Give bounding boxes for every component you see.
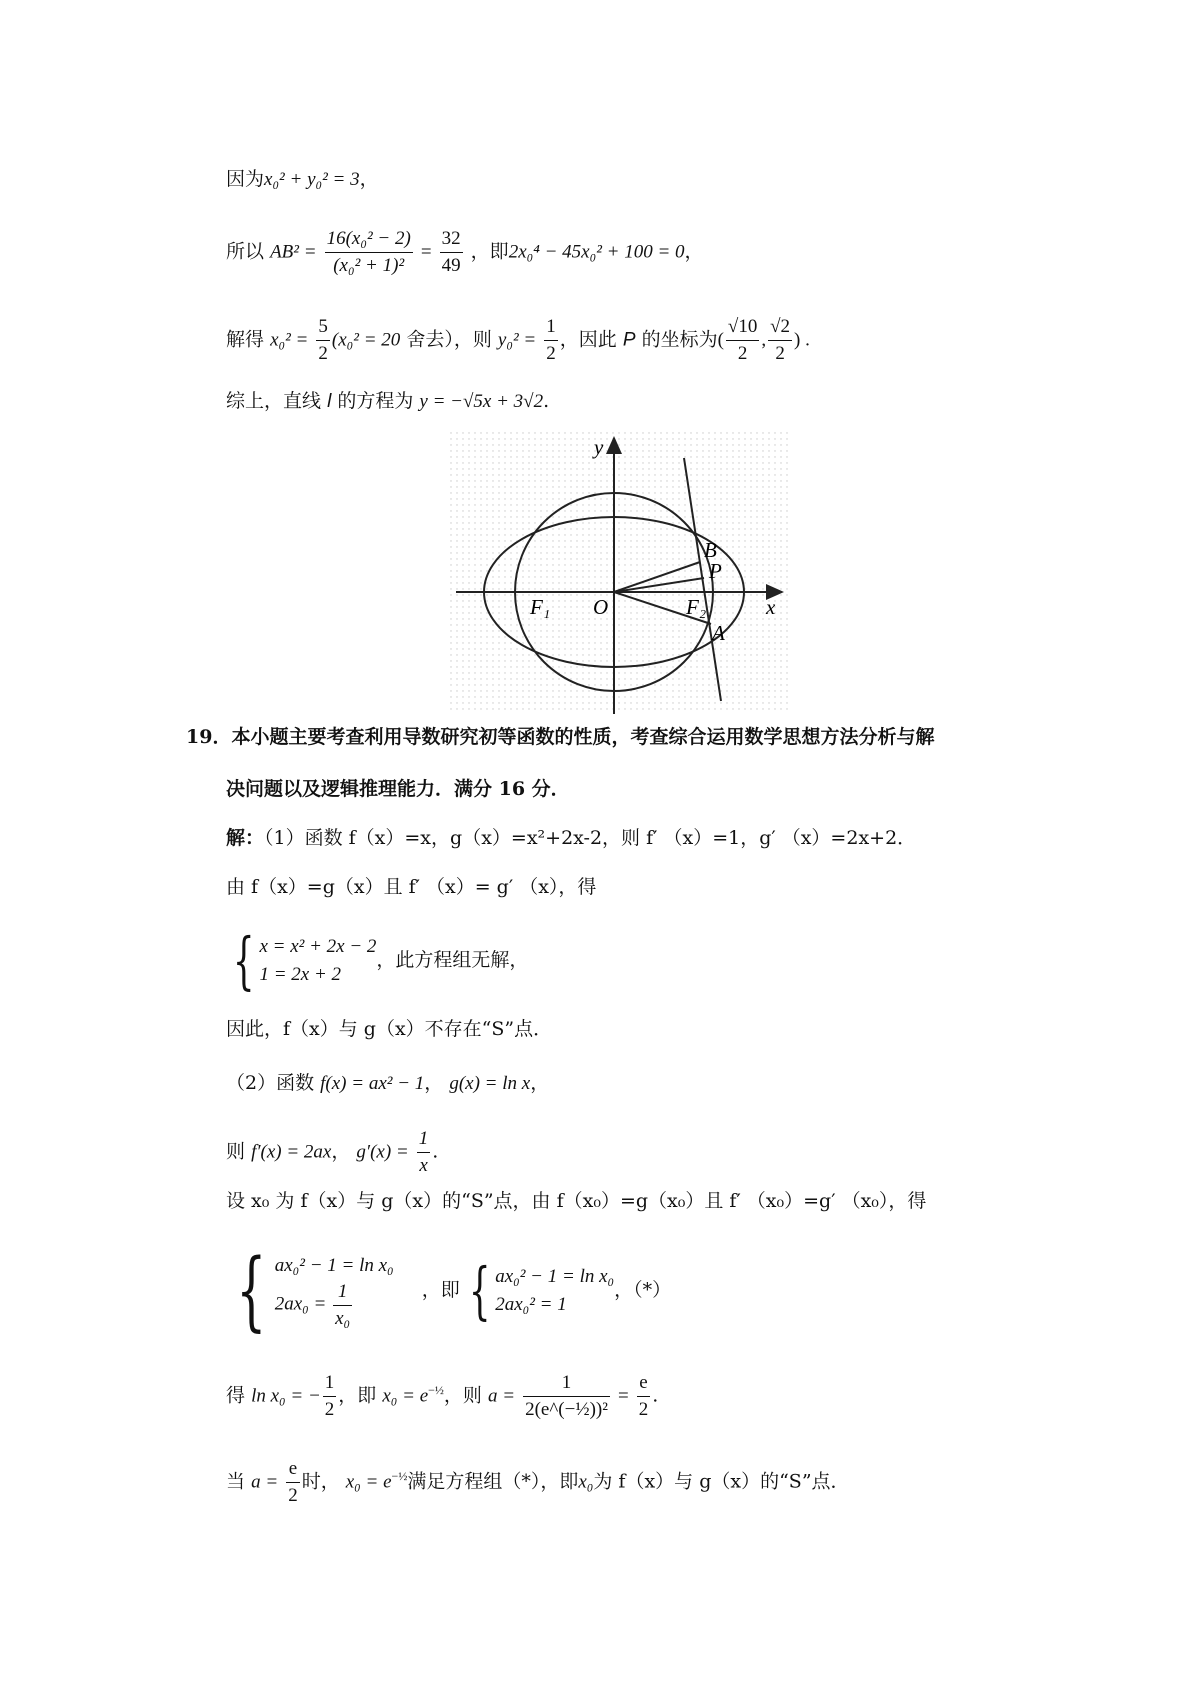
- q19-system-1: [224, 924, 529, 997]
- numerator: 1: [523, 1372, 610, 1397]
- system-row: ax₀² − 1 = ln x₀: [495, 1265, 615, 1287]
- text: 解得: [226, 328, 265, 351]
- text: （2）函数: [226, 1072, 315, 1094]
- heading-text: 本小题主要考查利用导数研究初等函数的性质，考查综合运用数学思想方法分析与解: [231, 726, 935, 748]
- origin-label: O: [593, 595, 609, 619]
- text: 当: [226, 1470, 246, 1493]
- solution-line-4: [226, 392, 549, 411]
- text: .: [543, 390, 550, 412]
- x-axis-label: x: [766, 595, 776, 619]
- denominator: 49: [441, 254, 461, 276]
- text: 为 f（x）与 g（x）的“S”点．: [593, 1470, 850, 1493]
- ellipse-circle-figure: [450, 432, 790, 714]
- system-row: ax₀² − 1 = ln x₀: [274, 1255, 394, 1277]
- fraction: [440, 228, 463, 277]
- system-row: [275, 1281, 394, 1330]
- equation-lhs: g′(x) =: [356, 1141, 409, 1163]
- exponent: −½: [391, 1469, 408, 1484]
- text: ，即: [338, 1384, 377, 1407]
- numerator: 1: [417, 1128, 431, 1153]
- numerator: 5: [316, 316, 330, 341]
- equation-lhs: 2ax₀ =: [274, 1293, 327, 1315]
- text: 所以: [226, 240, 265, 263]
- text: ，即: [421, 1279, 460, 1301]
- solution-line-3: 解得 x₀² = $\frac{5}{2}$ (x₀² = 20 舍去），则 y₀² = $\frac{1}{2}$ ，因此 P 的坐标为( $\frac{√10}{2}$ , $\frac{√2}{2}$ ) .: [226, 316, 810, 364]
- text: 则: [226, 1140, 246, 1163]
- numerator: 16(x₀² − 2): [325, 228, 413, 253]
- variable: x₀: [578, 1471, 594, 1493]
- solution-label: 解：: [226, 827, 265, 849]
- text: 时，: [301, 1470, 340, 1493]
- q19-step-8: [226, 1458, 850, 1507]
- text: 综上，直线: [226, 390, 322, 412]
- text: .: [652, 1384, 659, 1407]
- solution-line-2: [226, 228, 704, 277]
- equation-lhs: y₀² =: [497, 329, 537, 351]
- focus-F1-label: F₁: [530, 595, 551, 619]
- equation-lhs: ln x₀ = −: [251, 1385, 321, 1407]
- line-label: l: [327, 391, 332, 412]
- y-axis-label: y: [594, 435, 604, 459]
- q19-step-3: [226, 1020, 552, 1039]
- text: 得: [226, 1384, 246, 1407]
- text: ，: [424, 1072, 444, 1094]
- brace: {: [468, 1254, 491, 1327]
- text: 因为: [226, 168, 265, 190]
- fraction: [523, 1372, 610, 1421]
- equation-lhs: a =: [487, 1385, 516, 1407]
- text: ，: [684, 240, 704, 263]
- system-row: 2ax₀² = 1: [495, 1294, 567, 1315]
- denominator: 2: [288, 1484, 298, 1506]
- q19-step-1: [226, 829, 916, 848]
- point-A-label: A: [712, 621, 725, 645]
- equation-system: [259, 933, 376, 990]
- numerator: √10: [726, 316, 759, 341]
- text: ，: [331, 1140, 351, 1163]
- text: 满足方程组（*），即: [407, 1470, 579, 1493]
- text: ，: [359, 168, 379, 190]
- numerator: √2: [768, 316, 792, 341]
- point-label: P: [622, 329, 636, 351]
- denominator: (x₀² + 1)²: [333, 254, 405, 276]
- equation-lhs: x₀² =: [270, 329, 309, 351]
- denominator: x₀: [335, 1307, 351, 1329]
- focus-F2-label: F₂: [686, 595, 707, 619]
- q19-step-4: [226, 1074, 549, 1093]
- text: ，: [530, 1072, 550, 1094]
- text: ，此方程组无解，: [376, 949, 529, 971]
- denominator: 2: [775, 342, 785, 364]
- denominator: x: [419, 1154, 428, 1176]
- q19-step-5: [226, 1128, 438, 1177]
- text: ，即: [470, 240, 509, 263]
- question-number: 19．: [186, 726, 232, 748]
- fraction: [286, 1458, 300, 1507]
- numerator: 32: [440, 228, 463, 253]
- q19-step-2: [226, 878, 596, 897]
- fraction: [417, 1128, 431, 1177]
- numerator: e: [286, 1458, 300, 1483]
- equation-lhs: AB² =: [270, 241, 317, 263]
- fraction: [325, 228, 413, 277]
- q19-heading-line-1: [186, 728, 934, 747]
- equation: y = −√5x + 3√2: [419, 391, 544, 412]
- denominator: 2: [318, 342, 328, 364]
- q19-step-7: [226, 1372, 658, 1421]
- brace: {: [232, 924, 255, 997]
- text: 的方程为: [337, 390, 414, 412]
- heading-text: 决问题以及逻辑推理能力．满分 16 分．: [226, 778, 570, 800]
- text: （1）函数 f（x）=x，g（x）=x²+2x-2，则 f′ （x）=1，g′ （x）=2x+2．: [264, 827, 917, 849]
- fraction: [768, 316, 792, 365]
- fraction: [544, 316, 558, 365]
- equation: f(x) = ax² − 1: [320, 1073, 425, 1094]
- text: ，因此: [559, 328, 617, 351]
- fraction: [323, 1372, 337, 1421]
- numerator: 1: [544, 316, 558, 341]
- system-row: 1 = 2x + 2: [259, 964, 342, 985]
- text: ，则: [443, 1384, 482, 1407]
- q19-heading-line-2: [226, 780, 570, 799]
- text: 因此，f（x）与 g（x）不存在“S”点．: [226, 1018, 553, 1040]
- equation-system: [275, 1252, 394, 1329]
- denominator: 2: [638, 1398, 649, 1420]
- fraction: [637, 1372, 651, 1421]
- numerator: 1: [323, 1372, 337, 1397]
- fraction: [316, 316, 330, 365]
- equals: =: [420, 241, 432, 263]
- text: ，（*）: [614, 1279, 672, 1301]
- point-B-label: B: [704, 538, 717, 562]
- system-row: x = x² + 2x − 2: [259, 935, 377, 957]
- brace: {: [236, 1241, 267, 1341]
- equation-lhs: a =: [251, 1471, 279, 1493]
- equals: =: [617, 1385, 629, 1407]
- text: 的坐标为: [641, 328, 718, 351]
- equation: f′(x) = 2ax: [251, 1141, 332, 1163]
- fraction: [726, 316, 759, 365]
- denominator: 2: [546, 342, 556, 364]
- text: 设 x₀ 为 f（x）与 g（x）的“S”点，由 f（x₀）=g（x₀）且 f′ （x₀）=g′ （x₀），得: [226, 1190, 927, 1212]
- solution-line-1: [226, 170, 379, 189]
- equation: 2x₀⁴ − 45x₀² + 100 = 0: [508, 241, 685, 263]
- text: 舍去），则: [406, 328, 492, 351]
- denominator: 2: [324, 1398, 335, 1420]
- q19-system-2: [224, 1241, 672, 1341]
- numerator: e: [637, 1372, 651, 1397]
- numerator: 1: [333, 1281, 352, 1306]
- equation: (x₀² = 20: [331, 329, 401, 351]
- point-P-label: P: [709, 559, 722, 583]
- denominator: 2(e^(−½))²: [525, 1398, 608, 1420]
- equation: x₀ = e: [382, 1385, 429, 1407]
- fraction: [333, 1281, 352, 1330]
- equation: x₀ = e: [345, 1471, 392, 1493]
- denominator: 2: [737, 342, 748, 364]
- equation-system: [495, 1263, 614, 1320]
- exponent: −½: [428, 1383, 444, 1398]
- equation: g(x) = ln x: [449, 1073, 531, 1094]
- q19-step-6: [226, 1192, 926, 1211]
- equation: x₀² + y₀² = 3: [264, 169, 360, 190]
- text: .: [432, 1140, 439, 1163]
- text: 由 f（x）=g（x）且 f′ （x）= g′ （x），得: [226, 876, 597, 898]
